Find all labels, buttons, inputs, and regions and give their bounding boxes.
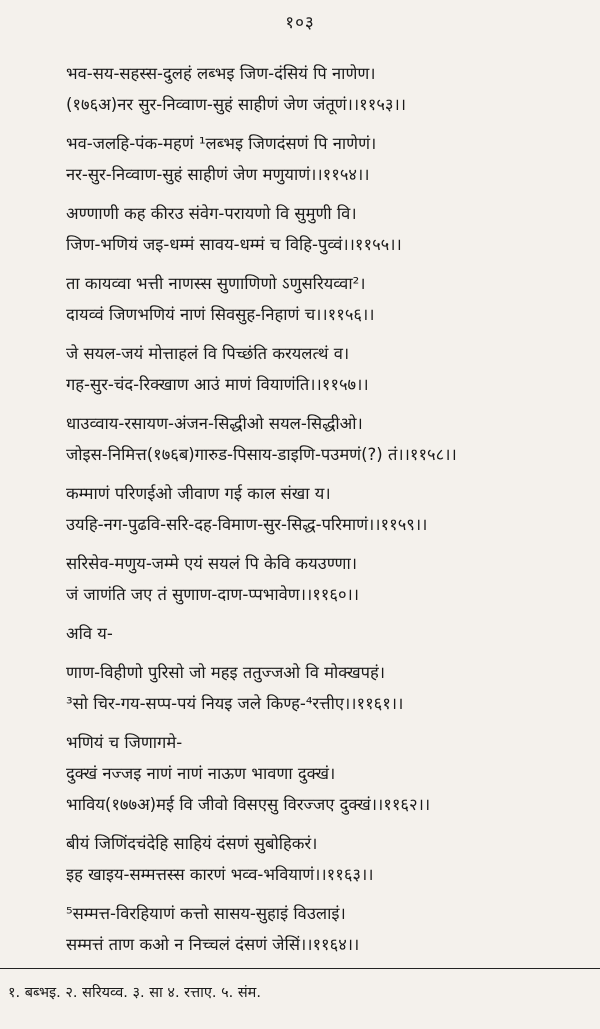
footnotes: १. बब्भइ. २. सरियव्व. ३. सा ४. रत्ताए. ५. संम. bbox=[8, 985, 261, 1001]
verse-line: गह-सुर-चंद-रिक्खाण आउं माणं वियाणंति।।११५७।। bbox=[66, 375, 369, 394]
verse-line: ता कायव्वा भत्ती नाणस्स सुणाणिणो ऽणुसरियव्वा²। bbox=[66, 274, 366, 293]
verse-line: सम्मत्तं ताण कओ न निच्चलं दंसणं जेसिं।।११६४।। bbox=[66, 935, 360, 954]
verse-line: (१७६अ)नर सुर-निव्वाण-सुहं साहीणं जेण जंतूणं।।११५३।। bbox=[66, 95, 407, 114]
verse-line: ⁵सम्मत्त-विरहियाणं कत्तो सासय-सुहाइं विउलाइं। bbox=[66, 904, 346, 923]
verse-line: दुक्खं नज्जइ नाणं नाणं नाऊण भावणा दुक्खं। bbox=[66, 764, 336, 783]
verse-line: इह खाइय-सम्मत्तस्स कारणं भव्व-भवियाणं।।११६३।। bbox=[66, 865, 374, 884]
verse-line: भव-जलहि-पंक-महणं ¹लब्भइ जिणदंसणं पि नाणेणं। bbox=[66, 134, 377, 153]
verse-line: अण्णाणी कह कीरउ संवेग-परायणो वि सुमुणी वि। bbox=[66, 204, 357, 223]
verse-line: सरिसेव-मणुय-जम्मे एयं सयलं पि केवि कयउण्णा। bbox=[66, 554, 357, 573]
verse-line: जिण-भणियं जइ-धम्मं सावय-धम्मं च विहि-पुव्वं।।११५५।। bbox=[66, 235, 402, 254]
verse-line: णाण-विहीणो पुरिसो जो महइ ततुज्जओ वि मोक्खपहं। bbox=[66, 663, 386, 682]
verse-line: कम्माणं परिणईओ जीवाण गई काल संखा य। bbox=[66, 484, 331, 503]
page-number: १०३ bbox=[285, 13, 315, 33]
verse-line: भव-सय-सहस्स-दुलहं लब्भइ जिण-दंसियं पि नाणेण। bbox=[66, 64, 376, 83]
verse-line: नर-सुर-निव्वाण-सुहं साहीणं जेण मणुयाणं।।११५४।। bbox=[66, 165, 370, 184]
verse-line: ³सो चिर-गय-सप्प-पयं नियइ जले किण्ह-⁴रत्तीए।।११६१।। bbox=[66, 694, 404, 713]
verse-line: जं जाणंति जए तं सुणाण-दाण-प्पभावेण।।११६०।। bbox=[66, 585, 360, 604]
footnote-divider bbox=[0, 968, 600, 969]
verse-line: दायव्वं जिणभणियं नाणं सिवसुह-निहाणं च।।११५६।। bbox=[66, 305, 375, 324]
verse-line: उयहि-नग-पुढवि-सरि-दह-विमाण-सुर-सिद्ध-परिमाणं।।११५९।। bbox=[66, 515, 428, 534]
verse-line: बीयं जिणिंदचंदेहि साहियं दंसणं सुबोहिकरं। bbox=[66, 834, 318, 853]
verse-line: अवि य- bbox=[66, 624, 113, 643]
verse-block bbox=[66, 58, 586, 960]
verse-line: जे सयल-जयं मोत्ताहलं वि पिच्छंति करयलत्थं व। bbox=[66, 344, 350, 363]
verse-line: भणियं च जिणागमे- bbox=[66, 733, 183, 752]
verse-line: भाविय(१७७अ)मई वि जीवो विसएसु विरज्जए दुक्खं।।११६२।। bbox=[66, 795, 431, 814]
verse-line: धाउव्वाय-रसायण-अंजन-सिद्धीओ सयल-सिद्धीओ। bbox=[66, 414, 363, 433]
verse-line: जोइस-निमित्त(१७६ब)गारुड-पिसाय-डाइणि-पउमणं(?) तं।।११५८।। bbox=[66, 445, 457, 464]
